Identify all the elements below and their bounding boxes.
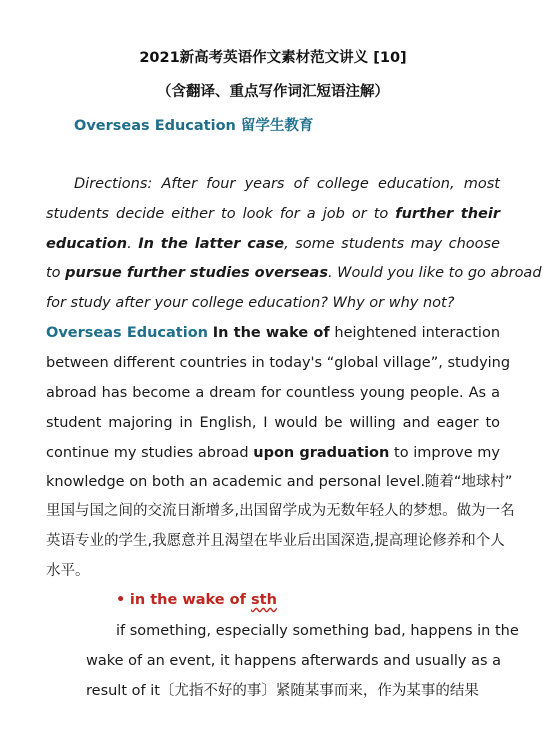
directions-line-4: [46, 263, 542, 283]
essay-line-3: abroad has become a dream for countless young people. As a: [46, 385, 500, 401]
vocab-term: [116, 590, 277, 610]
key-phrase: education: [46, 236, 128, 252]
document-subtitle: （含翻译、重点写作词汇短语注解）: [157, 84, 389, 100]
essay-line-1: [46, 323, 500, 343]
essay-line-5: [46, 443, 500, 463]
essay-line-4: student majoring in English, I would be willing and eager to: [46, 415, 500, 431]
key-phrase: upon graduation: [253, 445, 390, 461]
essay-text: continue my studies abroad: [46, 445, 254, 461]
section-heading: Overseas Education 留学生教育: [74, 118, 314, 134]
directions-text: , some students may choose: [284, 236, 501, 252]
directions-text: students decide either to look for a job or to: [46, 206, 396, 222]
directions-line-2: [46, 204, 500, 224]
vocab-term-text-underlined: sth: [251, 592, 277, 608]
essay-title: Overseas Education: [46, 325, 208, 341]
essay-line-9: 水平。: [46, 563, 90, 579]
directions-text: to: [46, 265, 66, 281]
essay-line-6: knowledge on both an academic and personal level.随着“地球村”: [46, 474, 513, 490]
directions-text: Directions: After four years of college education, most: [74, 176, 500, 192]
vocab-definition-line-1: if something, especially something bad, happens in the: [116, 623, 519, 639]
key-phrase: In the wake of: [212, 325, 330, 341]
key-phrase: pursue further studies overseas: [65, 265, 328, 281]
document-title: 2021新高考英语作文素材范文讲义 [10]: [139, 50, 407, 66]
key-phrase: In the latter case: [138, 236, 285, 252]
essay-line-8: 英语专业的学生,我愿意并且渴望在毕业后出国深造,提高理论修养和个人: [46, 533, 505, 549]
directions-line-1: [74, 174, 500, 194]
vocab-term-text: in the wake of: [129, 592, 252, 608]
bullet-icon: •: [116, 592, 126, 608]
directions-text: .: [127, 236, 139, 252]
essay-line-7: 里国与国之间的交流日渐增多,出国留学成为无数年轻人的梦想。做为一名: [46, 503, 515, 519]
vocab-definition-line-2: wake of an event, it happens afterwards and usually as a: [86, 653, 502, 669]
directions-text: . Would you like to go abroad: [327, 265, 542, 281]
vocab-definition-line-3: result of it〔尤指不好的事〕紧随某事而来，作为某事的结果: [86, 683, 479, 699]
key-phrase: further their: [395, 206, 500, 222]
essay-line-2: between different countries in today's “global village”, studying: [46, 355, 511, 371]
directions-line-5: for study after your college education? Why or why not?: [46, 295, 455, 311]
directions-line-3: [46, 234, 500, 254]
essay-text: to improve my: [389, 445, 500, 461]
essay-text: heightened interaction: [334, 325, 501, 341]
